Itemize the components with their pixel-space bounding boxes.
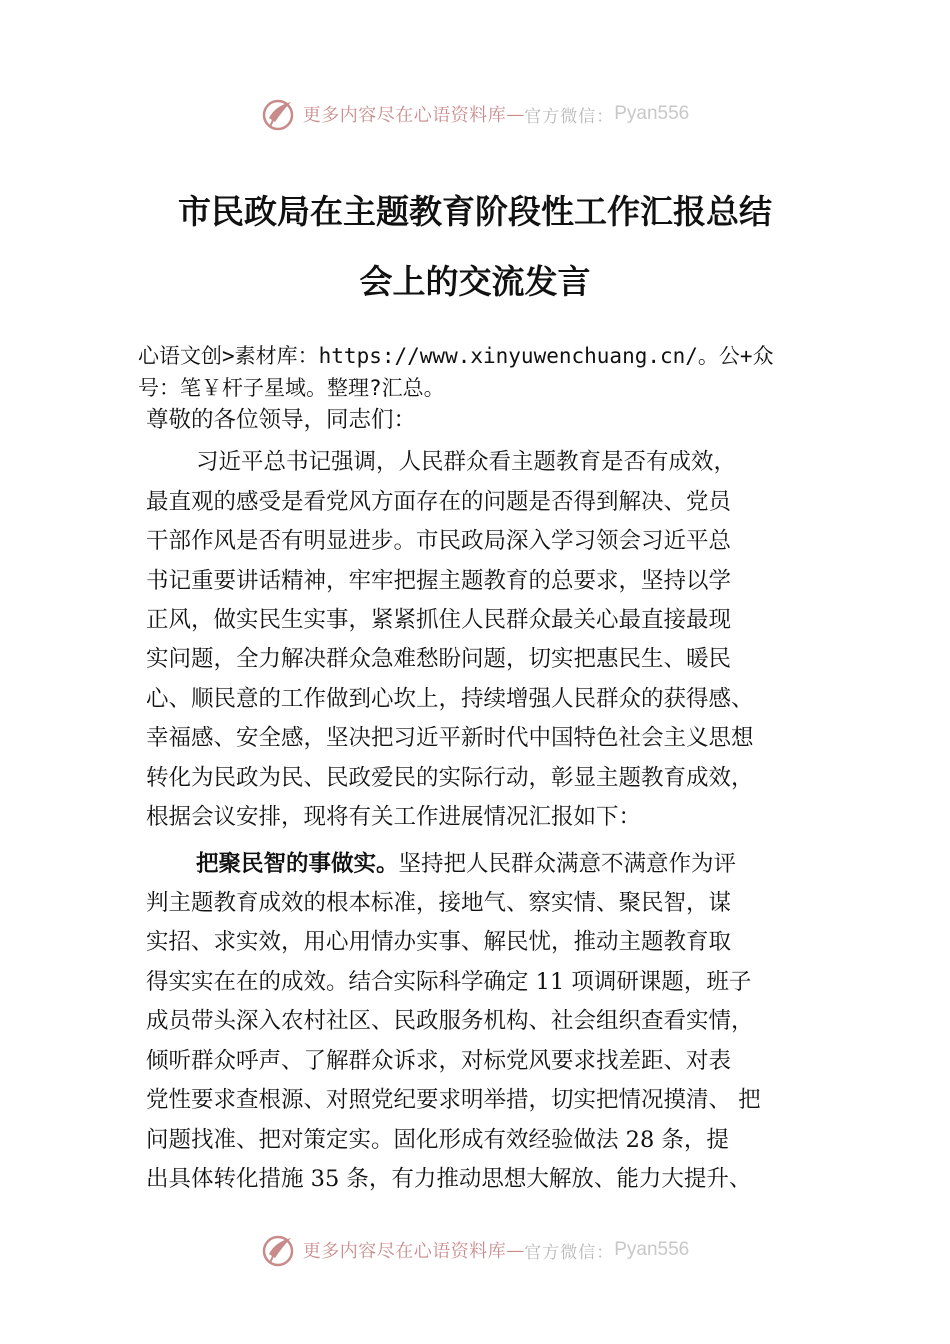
paragraph-line: 问题找准、把对策定实。固化形成有效经验做法 28 条，提 [146, 1127, 729, 1153]
document-title-line-1: 市民政局在主题教育阶段性工作汇报总结 [178, 192, 772, 231]
paragraph-line: 实招、求实效，用心用情办实事、解民忧，推动主题教育取 [146, 929, 732, 955]
paragraph-line: 判主题教育成效的根本标准，接地气、察实情、聚民智，谋 [146, 890, 732, 916]
paragraph-line: 党性要求查根源、对照党纪要求明举措，切实把情况摸清、 把 [146, 1087, 761, 1113]
banner-brand: 更多内容尽在心语资料库 [302, 1241, 507, 1262]
paragraph-line: 干部作风是否有明显进步。市民政局深入学习领会习近平总 [146, 528, 732, 554]
banner-wechat-id: Pyan556 [614, 103, 690, 124]
banner-wechat-label: 官方微信： [524, 1242, 615, 1263]
paragraph-line: 习近平总书记强调，人民群众看主题教育是否有成效， [196, 449, 737, 475]
salutation: 尊敬的各位领导，同志们： [146, 407, 417, 433]
banner-wechat-label: 官方微信： [524, 106, 615, 127]
source-note-line-1: 心语文创>素材库：https://www.xinyuwenchuang.cn/。公+众 [138, 344, 774, 368]
paragraph-line: 根据会议安排，现将有关工作进展情况汇报如下： [146, 804, 642, 830]
paragraph-line: 得实实在在的成效。结合实际科学确定 11 项调研课题，班子 [146, 969, 752, 995]
paragraph-line: 心、顺民意的工作做到心坎上，持续增强人民群众的获得感、 [146, 686, 754, 712]
footer-banner [0, 1228, 950, 1272]
banner-separator: — [506, 1239, 525, 1261]
pen-logo-icon [261, 96, 297, 132]
paragraph-line: 书记重要讲话精神，牢牢把握主题教育的总要求，坚持以学 [146, 568, 732, 594]
paragraph-line: 正风，做实民生实事，紧紧抓住人民群众最关心最直接最现 [146, 607, 732, 633]
banner-brand: 更多内容尽在心语资料库 [302, 105, 507, 126]
source-note-line-2: 号：笔￥杆子星域。整理?汇总。 [138, 376, 445, 400]
header-banner [0, 92, 950, 136]
pen-logo-icon [261, 1232, 297, 1268]
banner-separator: — [506, 103, 525, 125]
paragraph-line: 转化为民政为民、民政爱民的实际行动，彰显主题教育成效， [146, 765, 754, 791]
section-heading: 把聚民智的事做实。 [196, 851, 399, 877]
banner-wechat-id: Pyan556 [614, 1239, 690, 1260]
paragraph-line: 实问题，全力解决群众急难愁盼问题，切实把惠民生、暖民 [146, 646, 732, 672]
paragraph-text: 坚持把人民群众满意不满意作为评 [398, 851, 737, 877]
paragraph-line: 成员带头深入农村社区、民政服务机构、社会组织查看实情， [146, 1008, 754, 1034]
paragraph-line [196, 846, 736, 878]
document-title-line-2: 会上的交流发言 [359, 262, 591, 301]
paragraph-line: 倾听群众呼声、了解群众诉求，对标党风要求找差距、对表 [146, 1048, 732, 1074]
paragraph-line: 幸福感、安全感，坚决把习近平新时代中国特色社会主义思想 [146, 725, 754, 751]
paragraph-line: 出具体转化措施 35 条，有力推动思想大解放、能力大提升、 [146, 1166, 752, 1192]
paragraph-line: 最直观的感受是看党风方面存在的问题是否得到解决、党员 [146, 489, 732, 515]
